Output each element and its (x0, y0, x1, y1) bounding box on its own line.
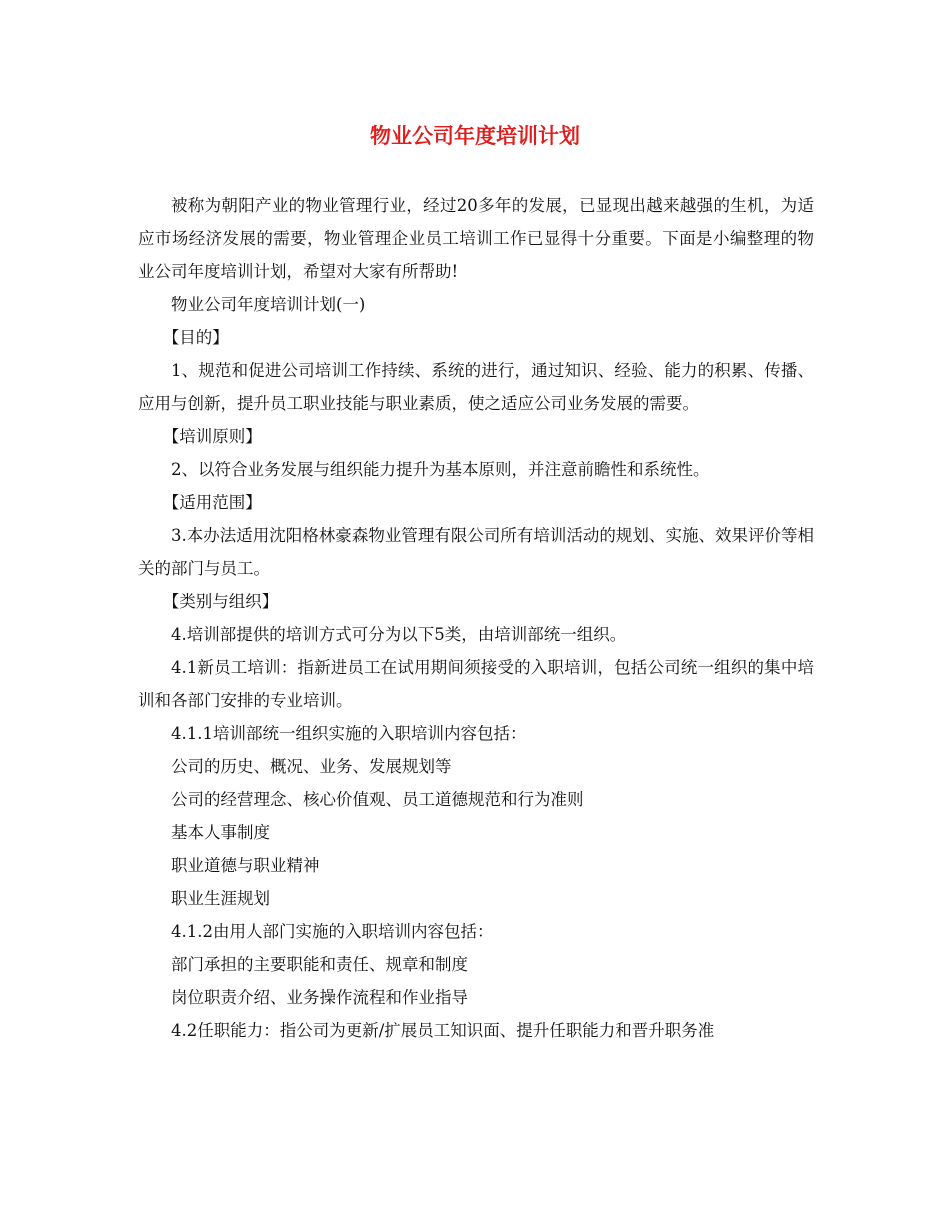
section-heading-purpose: 【目的】 (162, 328, 229, 347)
section-4-1-2-heading: 4.1.2由用人部门实施的入职培训内容包括： (171, 922, 494, 941)
intro-paragraph: 被称为朝阳产业的物业管理行业，经过20多年的发展，已显现出越来越强的生机，为适应市场经济发展的需要，物业管理企业员工培训工作已显得十分重要。下面是小编整理的物业公司年度培训计划，希望对大家有所帮助! (138, 196, 814, 281)
list-item: 职业生涯规划 (171, 889, 270, 908)
list-item: 职业道德与职业精神 (171, 856, 320, 875)
principle-paragraph: 2、以符合业务发展与组织能力提升为基本原则，并注意前瞻性和系统性。 (171, 460, 710, 479)
section-4-2-paragraph: 4.2任职能力：指公司为更新/扩展员工知识面、提升任职能力和晋升职务准 (171, 1021, 715, 1040)
list-item: 部门承担的主要职能和责任、规章和制度 (171, 955, 468, 974)
scope-paragraph: 3.本办法适用沈阳格林豪森物业管理有限公司所有培训活动的规划、实施、效果评价等相关的部门与员工。 (138, 526, 814, 578)
list-item: 公司的经营理念、核心价值观、员工道德规范和行为准则 (171, 790, 584, 809)
document-body (138, 189, 814, 1047)
category-paragraph: 4.培训部提供的培训方式可分为以下5类，由培训部统一组织。 (171, 625, 627, 644)
list-item: 基本人事制度 (171, 823, 270, 842)
subtitle: 物业公司年度培训计划(一) (171, 295, 366, 314)
list-item: 公司的历史、概况、业务、发展规划等 (171, 757, 452, 776)
section-heading-principle: 【培训原则】 (162, 427, 262, 446)
section-4-1-1-heading: 4.1.1培训部统一组织实施的入职培训内容包括： (171, 724, 527, 743)
section-heading-category: 【类别与组织】 (162, 592, 279, 611)
purpose-paragraph: 1、规范和促进公司培训工作持续、系统的进行，通过知识、经验、能力的积累、传播、应用与创新，提升员工职业技能与职业素质，使之适应公司业务发展的需要。 (138, 361, 814, 413)
document-title: 物业公司年度培训计划 (370, 123, 580, 148)
section-heading-scope: 【适用范围】 (162, 493, 262, 512)
list-item: 岗位职责介绍、业务操作流程和作业指导 (171, 988, 468, 1007)
section-4-1-paragraph: 4.1新员工培训：指新进员工在试用期间须接受的入职培训，包括公司统一组织的集中培训和各部门安排的专业培训。 (138, 658, 814, 710)
